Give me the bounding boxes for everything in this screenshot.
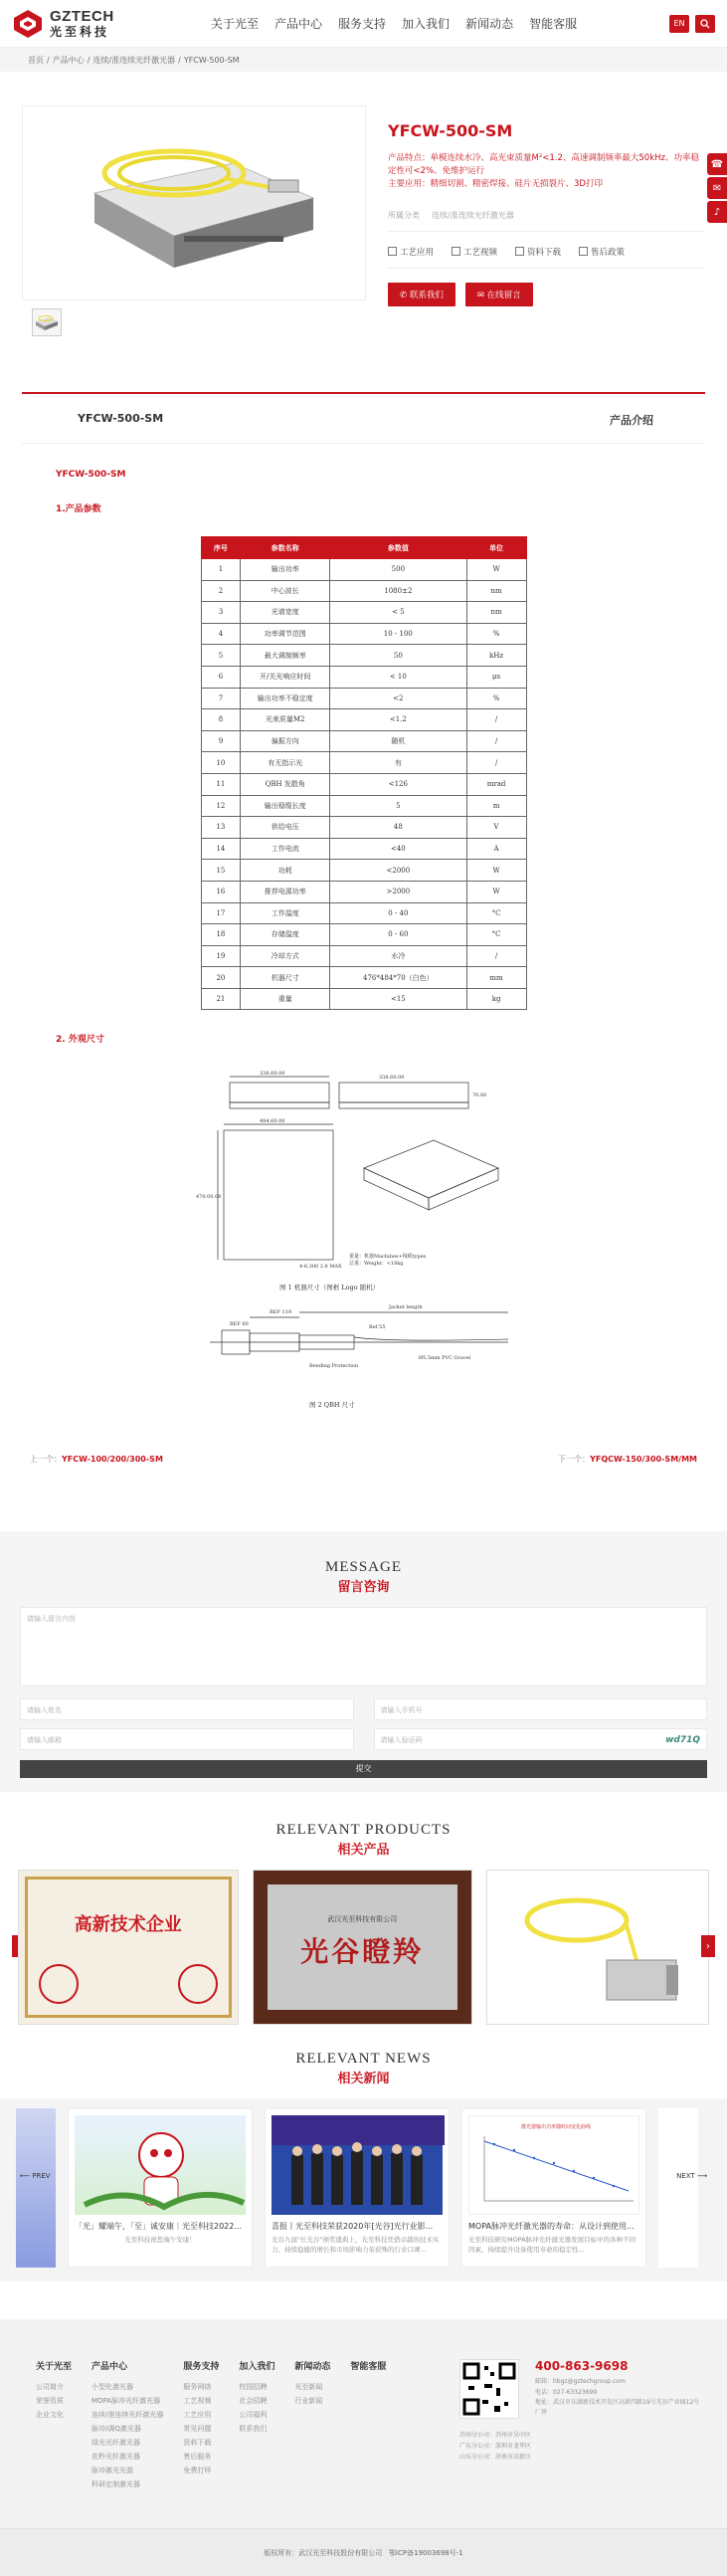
- footer-email: 邮箱：hbgz@gztechgroup.com: [535, 2378, 626, 2386]
- link-downloads[interactable]: 资料下载: [515, 246, 561, 258]
- spec-cell: 机器尺寸: [241, 967, 330, 989]
- spec-cell: >2000: [330, 881, 467, 902]
- floating-sidebar: [707, 153, 727, 225]
- footer-link[interactable]: 连续/准连续光纤激光器: [91, 2411, 164, 2420]
- spec-cell: 4: [201, 623, 241, 645]
- cert-title: 高新技术企业: [74, 1914, 182, 1936]
- spec-row: [201, 602, 526, 624]
- spec-cell: nm: [466, 580, 526, 602]
- footer-tel: 电话：027-63323699: [535, 2388, 598, 2396]
- category-label: 所属分类: [388, 210, 420, 220]
- spec-row: [201, 967, 526, 989]
- message-icon: ✉: [476, 290, 487, 300]
- spec-cell: 开/关光响应时间: [241, 666, 330, 688]
- footer-col-support: 智能客服: [350, 2362, 387, 2373]
- spec-cell: 16: [201, 881, 241, 902]
- news-image: [468, 2115, 639, 2215]
- spec-cell: kg: [466, 988, 526, 1010]
- drawing-caption-1: 图 1 机器尺寸（图框 Logo 随机）: [278, 1284, 379, 1292]
- spec-cell: 推荐电源功率: [241, 881, 330, 902]
- spec-cell: 15: [201, 860, 241, 882]
- footer-link[interactable]: 工艺视频: [183, 2397, 212, 2406]
- spec-cell: 冷却方式: [241, 945, 330, 967]
- spec-cell: 0 - 60: [330, 924, 467, 946]
- name-field[interactable]: 请输入姓名: [20, 1698, 354, 1720]
- spec-cell: /: [466, 709, 526, 731]
- qbh-ref-60: REF 60: [229, 1321, 249, 1328]
- message-title-en: MESSAGE: [324, 1559, 402, 1576]
- news-card[interactable]: [461, 2108, 646, 2268]
- spec-cell: 50: [330, 645, 467, 667]
- detail-model: YFCW-500-SM: [56, 470, 126, 480]
- logo-icon: [12, 9, 44, 39]
- product-thumbnail[interactable]: [32, 308, 62, 336]
- spec-cell: <2000: [330, 860, 467, 882]
- spec-cell: 5: [330, 795, 467, 817]
- download-icon: [515, 247, 524, 256]
- spec-cell: /: [466, 945, 526, 967]
- spec-header-name: 参数名称: [241, 537, 330, 559]
- prev-product-link[interactable]: 上一个：YFCW-100/200/300-SM: [30, 1455, 163, 1465]
- footer-link[interactable]: 脉冲激光光源: [91, 2467, 134, 2476]
- spec-cell: <15: [330, 988, 467, 1010]
- spec-cell: 1080±2: [330, 580, 467, 602]
- spec-cell: 17: [201, 902, 241, 924]
- plaque-title: 光谷瞪羚: [300, 1935, 425, 1969]
- product-main-image[interactable]: [22, 105, 366, 300]
- spec-cell: 中心波长: [241, 580, 330, 602]
- product-features: 产品特点：单模连续水冷、高光束质量M²<1.2、高速调制频率最大50kHz、功率稳定性可<2%、免维护运行: [388, 153, 699, 177]
- spec-row: [201, 688, 526, 709]
- qbh-bending-label: Bending Protection: [308, 1363, 358, 1370]
- news-title-cn: 相关新闻: [337, 2072, 390, 2087]
- spec-cell: W: [466, 881, 526, 902]
- footer-address: 地址：武汉市东湖新技术开发区高新四路19号光谷产业园12号厂房: [535, 2398, 700, 2417]
- plaque-company: 武汉光至科技有限公司: [327, 1915, 398, 1924]
- spec-cell: 21: [201, 988, 241, 1010]
- arrow-left-icon: ⟵: [20, 2172, 33, 2181]
- spec-header-no: 序号: [201, 537, 241, 559]
- spec-cell: 13: [201, 817, 241, 839]
- phone-field[interactable]: 请输入手机号: [374, 1698, 708, 1720]
- spec-row: [201, 860, 526, 882]
- footer-link[interactable]: 联系我们: [239, 2425, 268, 2434]
- footer-col-about: 关于光至 公司简介 荣誉资质 企业文化: [36, 2359, 72, 2528]
- breadcrumb-products[interactable]: 产品中心: [52, 55, 85, 65]
- nav-news[interactable]: 新闻动态: [465, 17, 514, 31]
- product-overview: [0, 72, 727, 392]
- nav-join[interactable]: 加入我们: [402, 17, 451, 31]
- dimension-drawing: [190, 1069, 538, 1442]
- spec-cell: 10: [201, 752, 241, 774]
- news-prev-button[interactable]: ⟵ PREV: [20, 2172, 51, 2181]
- spec-row: [201, 945, 526, 967]
- footer-link[interactable]: 公司简介: [36, 2383, 64, 2392]
- qr-code: [459, 2359, 519, 2419]
- captcha-field[interactable]: 请输入验证码 wd71Q: [374, 1728, 708, 1750]
- spec-row: [201, 773, 526, 795]
- spec-row: [201, 559, 526, 581]
- spec-row: [201, 623, 526, 645]
- message-float-button[interactable]: [707, 177, 727, 199]
- footer-link[interactable]: 科研定制激光器: [91, 2480, 141, 2489]
- chat-icon: ✉: [712, 182, 722, 194]
- spec-row: [201, 924, 526, 946]
- search-icon: [700, 19, 710, 29]
- message-section: [0, 1531, 727, 1792]
- document-icon: [388, 247, 397, 256]
- spec-cell: 19: [201, 945, 241, 967]
- brand-name-cn: 光至科技: [50, 25, 110, 39]
- spec-cell: mrad: [466, 773, 526, 795]
- news-image: [75, 2115, 246, 2215]
- product-detail: [0, 470, 727, 1045]
- spec-cell: %: [466, 688, 526, 709]
- qbh-ref-119: REF 119: [269, 1309, 291, 1316]
- section-dimensions: 2. 外观尺寸: [56, 1035, 104, 1046]
- brand-name-en: GZTECH: [50, 8, 114, 25]
- spec-cell: 9: [201, 730, 241, 752]
- product-title: YFCW-500-SM: [388, 121, 513, 140]
- news-carousel: [0, 2098, 727, 2281]
- chevron-right-icon: ›: [706, 1940, 710, 1952]
- spec-cell: nm: [466, 602, 526, 624]
- footer-link[interactable]: 公司福利: [239, 2411, 268, 2420]
- spec-cell: 8: [201, 709, 241, 731]
- breadcrumb-category[interactable]: 连续/准连续光纤激光器: [92, 55, 176, 65]
- phone-icon: ☎: [710, 158, 724, 170]
- tab-model[interactable]: YFCW-500-SM: [78, 412, 164, 425]
- spec-cell: 最大调制频率: [241, 645, 330, 667]
- spec-cell: < 5: [330, 602, 467, 624]
- spec-row: [201, 580, 526, 602]
- footer-col-service: 服务支持 服务网络 工艺视频 工艺应用 常见问题 资料下载 售后服务 免费打样: [183, 2359, 219, 2528]
- news-card-partial[interactable]: [658, 2108, 698, 2268]
- footer-col-news: 新闻动态 光至新闻 行业新闻: [294, 2359, 330, 2528]
- spec-cell: QBH 发散角: [241, 773, 330, 795]
- news-chart-title: 激光器输出功率随时间变化曲线: [520, 2124, 592, 2131]
- product-category: [388, 210, 705, 232]
- footer-link[interactable]: 企业文化: [36, 2411, 64, 2420]
- spec-cell: 输出功率: [241, 559, 330, 581]
- footer-contact: [535, 2359, 704, 2418]
- spec-row: [201, 988, 526, 1010]
- footer-link[interactable]: 服务网络: [183, 2383, 212, 2392]
- drawing-caption-2: 图 2 QBH 尺寸: [308, 1401, 355, 1410]
- spec-cell: /: [466, 730, 526, 752]
- video-icon: [452, 247, 460, 256]
- spec-cell: <1.2: [330, 709, 467, 731]
- footer-col-join: 加入我们 校园招聘 社会招聘 公司福利 联系我们: [239, 2359, 274, 2528]
- spec-cell: 供给电压: [241, 817, 330, 839]
- spec-cell: /: [466, 752, 526, 774]
- spec-cell: W: [466, 559, 526, 581]
- spec-row: [201, 730, 526, 752]
- link-process-video[interactable]: 工艺视频: [452, 246, 497, 258]
- spec-cell: 10 - 100: [330, 623, 467, 645]
- related-products-carousel: [0, 1870, 727, 2025]
- dim-total-label: 484.60.00: [259, 1118, 284, 1125]
- footer-link[interactable]: 荣誉资质: [36, 2397, 64, 2406]
- spec-cell: 存储温度: [241, 924, 330, 946]
- phone-icon: ✆: [400, 290, 410, 300]
- spec-cell: 14: [201, 838, 241, 860]
- footer-link[interactable]: 脉冲/调Q激光器: [91, 2425, 141, 2434]
- nav-about[interactable]: 关于光至: [211, 17, 260, 31]
- related-product-card[interactable]: [18, 1870, 239, 2025]
- footer-link[interactable]: 校园招聘: [239, 2383, 268, 2392]
- qbh-jacket-length: Jacket length: [388, 1304, 423, 1311]
- spec-cell: 功率调节范围: [241, 623, 330, 645]
- spec-cell: kHz: [466, 645, 526, 667]
- spec-cell: 48: [330, 817, 467, 839]
- message-content-field[interactable]: 请输入留言内容: [20, 1607, 707, 1686]
- language-button[interactable]: EN: [669, 15, 689, 33]
- spec-row: [201, 838, 526, 860]
- footer-link[interactable]: MOPA脉冲光纤激光器: [91, 2397, 161, 2406]
- dim-width-label: 338.60.00: [259, 1071, 284, 1078]
- news-title: MOPA脉冲光纤激光器的寿命：从设计到使用...: [468, 2222, 635, 2232]
- spec-row: [201, 817, 526, 839]
- service-icon: [579, 247, 588, 256]
- copyright-text: 版权所有：武汉光至科技股份有限公司: [264, 2548, 383, 2557]
- nav-service[interactable]: 服务支持: [338, 17, 387, 31]
- search-button[interactable]: [695, 15, 715, 33]
- related-product-card[interactable]: [486, 1870, 709, 2025]
- submit-button[interactable]: 提交: [20, 1760, 707, 1778]
- spec-cell: 有: [330, 752, 467, 774]
- footer-link[interactable]: 资料下载: [183, 2439, 212, 2448]
- icp-link[interactable]: 鄂ICP备19003698号-1: [388, 2548, 463, 2557]
- spec-cell: 水冷: [330, 945, 467, 967]
- detail-tabs: [22, 394, 705, 444]
- tiktok-icon: ♪: [713, 206, 721, 218]
- spec-cell: 功耗: [241, 860, 330, 882]
- prev-next-nav: [0, 1454, 727, 1493]
- phone-float-button[interactable]: [707, 153, 727, 175]
- contact-button[interactable]: ✆ 联系我们: [388, 283, 455, 306]
- spec-cell: 1: [201, 559, 241, 581]
- spec-cell: 光谱宽度: [241, 602, 330, 624]
- main-nav: [211, 15, 669, 32]
- next-product-link[interactable]: 下一个：YFQCW-150/300-SM/MM: [558, 1455, 697, 1465]
- tab-intro[interactable]: 产品介绍: [610, 414, 653, 427]
- spec-cell: <2: [330, 688, 467, 709]
- spec-row: [201, 881, 526, 902]
- spec-cell: 3: [201, 602, 241, 624]
- spec-cell: 476*484*70（白色）: [330, 967, 467, 989]
- spec-cell: °C: [466, 924, 526, 946]
- drawing-note-1: 重量：机器Machines+线缆types: [348, 1254, 426, 1261]
- spec-cell: 工作温度: [241, 902, 330, 924]
- breadcrumb-current: YFCW-500-SM: [183, 55, 240, 65]
- spec-row: [201, 752, 526, 774]
- footer-link[interactable]: 小型化激光器: [91, 2383, 134, 2392]
- header: [0, 0, 727, 48]
- copyright-bar: [0, 2528, 727, 2576]
- dim-weight-note: 4-6.300 2.8 MAX: [298, 1264, 342, 1271]
- news-title: 「光」耀端午，「至」诚安康｜光至科技2022...: [75, 2222, 242, 2232]
- spec-cell: 2: [201, 580, 241, 602]
- footer-col-products: 产品中心 小型化激光器 MOPA脉冲光纤激光器 连续/准连续光纤激光器 脉冲/调Q激光器 绿光光纤激光器 皮秒光纤激光器 脉冲激光光源 科研定制激光器: [91, 2359, 163, 2528]
- breadcrumb-home[interactable]: 首页: [28, 55, 44, 65]
- news-title: 喜报丨光至科技荣获2020年[光谷]光行业影...: [272, 2222, 434, 2232]
- spec-cell: mm: [466, 967, 526, 989]
- spec-cell: 11: [201, 773, 241, 795]
- qbh-hose-label: Ø5.5mm PVC Gravel: [418, 1355, 470, 1362]
- spec-cell: W: [466, 860, 526, 882]
- footer-link[interactable]: 社会招聘: [239, 2397, 268, 2406]
- section-specs: 1.产品参数: [56, 504, 101, 514]
- spec-cell: 7: [201, 688, 241, 709]
- footer-link[interactable]: 光至新闻: [294, 2383, 323, 2392]
- spec-cell: A: [466, 838, 526, 860]
- spec-cell: 偏振方向: [241, 730, 330, 752]
- tiktok-float-button[interactable]: [707, 201, 727, 223]
- spec-cell: 5: [201, 645, 241, 667]
- product-applications: 主要应用：精细切割、精密焊接、硅片无损裂片、3D打印: [388, 179, 603, 190]
- footer-branches: 苏州分公司：苏州市吴中区 广东分公司：深圳市龙华区 山东分公司：济南市高新区: [459, 2432, 532, 2462]
- related-product-card[interactable]: [253, 1870, 473, 2025]
- related-next-arrow[interactable]: [701, 1935, 715, 1957]
- footer-phone[interactable]: 400-863-9698: [535, 2359, 629, 2374]
- spec-cell: < 10: [330, 666, 467, 688]
- dim-depth-label: 470.00.00: [195, 1194, 221, 1201]
- spec-cell: 18: [201, 924, 241, 946]
- drawing-note-2: 总重：Weight：<18kg: [348, 1261, 404, 1268]
- footer-link[interactable]: 常见问题: [183, 2425, 212, 2434]
- link-process-app[interactable]: 工艺应用: [388, 246, 434, 258]
- dim-height-label: 70.00: [471, 1092, 486, 1099]
- spec-table: [201, 536, 527, 1010]
- spec-cell: <126: [330, 773, 467, 795]
- online-message-button[interactable]: ✉ 在线留言: [465, 283, 533, 306]
- message-title-cn: 留言咨询: [337, 1580, 390, 1596]
- nav-support[interactable]: 智能客服: [529, 17, 578, 31]
- news-card-partial[interactable]: [16, 2108, 56, 2268]
- spec-cell: V: [466, 817, 526, 839]
- news-card[interactable]: [68, 2108, 253, 2268]
- email-field[interactable]: 请输入邮箱: [20, 1728, 354, 1750]
- brand-logo[interactable]: [12, 9, 211, 39]
- footer-link[interactable]: 售后服务: [183, 2453, 212, 2462]
- footer-link[interactable]: 行业新闻: [294, 2397, 323, 2406]
- qbh-ref-55: Ref 55: [368, 1324, 386, 1331]
- news-title-en: RELEVANT NEWS: [295, 2051, 432, 2068]
- spec-cell: 光束质量M2: [241, 709, 330, 731]
- news-desc: 光至科技研究MOPA脉冲光纤激光器发展目标中的各种不同因素，持续提升设备使用寿命的稳定性...: [468, 2236, 636, 2255]
- spec-cell: 500: [330, 559, 467, 581]
- dim-width-label-2: 338.60.00: [378, 1075, 404, 1082]
- spec-cell: 12: [201, 795, 241, 817]
- spec-header-value: 参数值: [330, 537, 467, 559]
- spec-cell: 重量: [241, 988, 330, 1010]
- spec-cell: 输出稳缆长度: [241, 795, 330, 817]
- arrow-right-icon: ⟶: [694, 2172, 707, 2181]
- spec-cell: <40: [330, 838, 467, 860]
- news-image: [272, 2115, 443, 2215]
- news-next-button[interactable]: NEXT ⟶: [676, 2172, 707, 2181]
- spec-cell: 有无指示光: [241, 752, 330, 774]
- nav-products[interactable]: 产品中心: [274, 17, 323, 31]
- footer-link[interactable]: 工艺应用: [183, 2411, 212, 2420]
- spec-header-unit: 单位: [466, 537, 526, 559]
- footer-link[interactable]: 皮秒光纤激光器: [91, 2453, 141, 2462]
- spec-row: [201, 795, 526, 817]
- spec-row: [201, 709, 526, 731]
- spec-cell: %: [466, 623, 526, 645]
- news-desc: 光至科技祝您端午安康！: [124, 2236, 196, 2245]
- spec-cell: 输出功率不稳定度: [241, 688, 330, 709]
- related-title-cn: 相关产品: [337, 1843, 390, 1859]
- spec-row: [201, 666, 526, 688]
- related-title-en: RELEVANT PRODUCTS: [275, 1822, 452, 1839]
- product-links: [388, 246, 705, 269]
- spec-cell: 随机: [330, 730, 467, 752]
- footer: [0, 2319, 727, 2528]
- captcha-image[interactable]: wd71Q: [665, 1735, 700, 1746]
- link-after-sales[interactable]: 售后政策: [579, 246, 625, 258]
- spec-cell: 工作电流: [241, 838, 330, 860]
- spec-row: [201, 902, 526, 924]
- breadcrumb: 首页 / 产品中心 / 连续/准连续光纤激光器 / YFCW-500-SM: [0, 48, 727, 72]
- spec-cell: μs: [466, 666, 526, 688]
- footer-link[interactable]: 免费打样: [183, 2467, 212, 2476]
- news-card[interactable]: [265, 2108, 450, 2268]
- footer-link[interactable]: 绿光光纤激光器: [91, 2439, 141, 2448]
- category-link[interactable]: 连续/准连续光纤激光器: [432, 210, 514, 220]
- spec-cell: °C: [466, 902, 526, 924]
- news-desc: 光谷九届"长光谷"颁奖盛典上，光至科技凭借卓越的技术实力、持续稳健的增长和市场影响力荣获殊的行业口碑...: [272, 2236, 440, 2255]
- spec-cell: 20: [201, 967, 241, 989]
- spec-row: [201, 645, 526, 667]
- spec-cell: 0 - 40: [330, 902, 467, 924]
- spec-cell: 6: [201, 666, 241, 688]
- spec-cell: m: [466, 795, 526, 817]
